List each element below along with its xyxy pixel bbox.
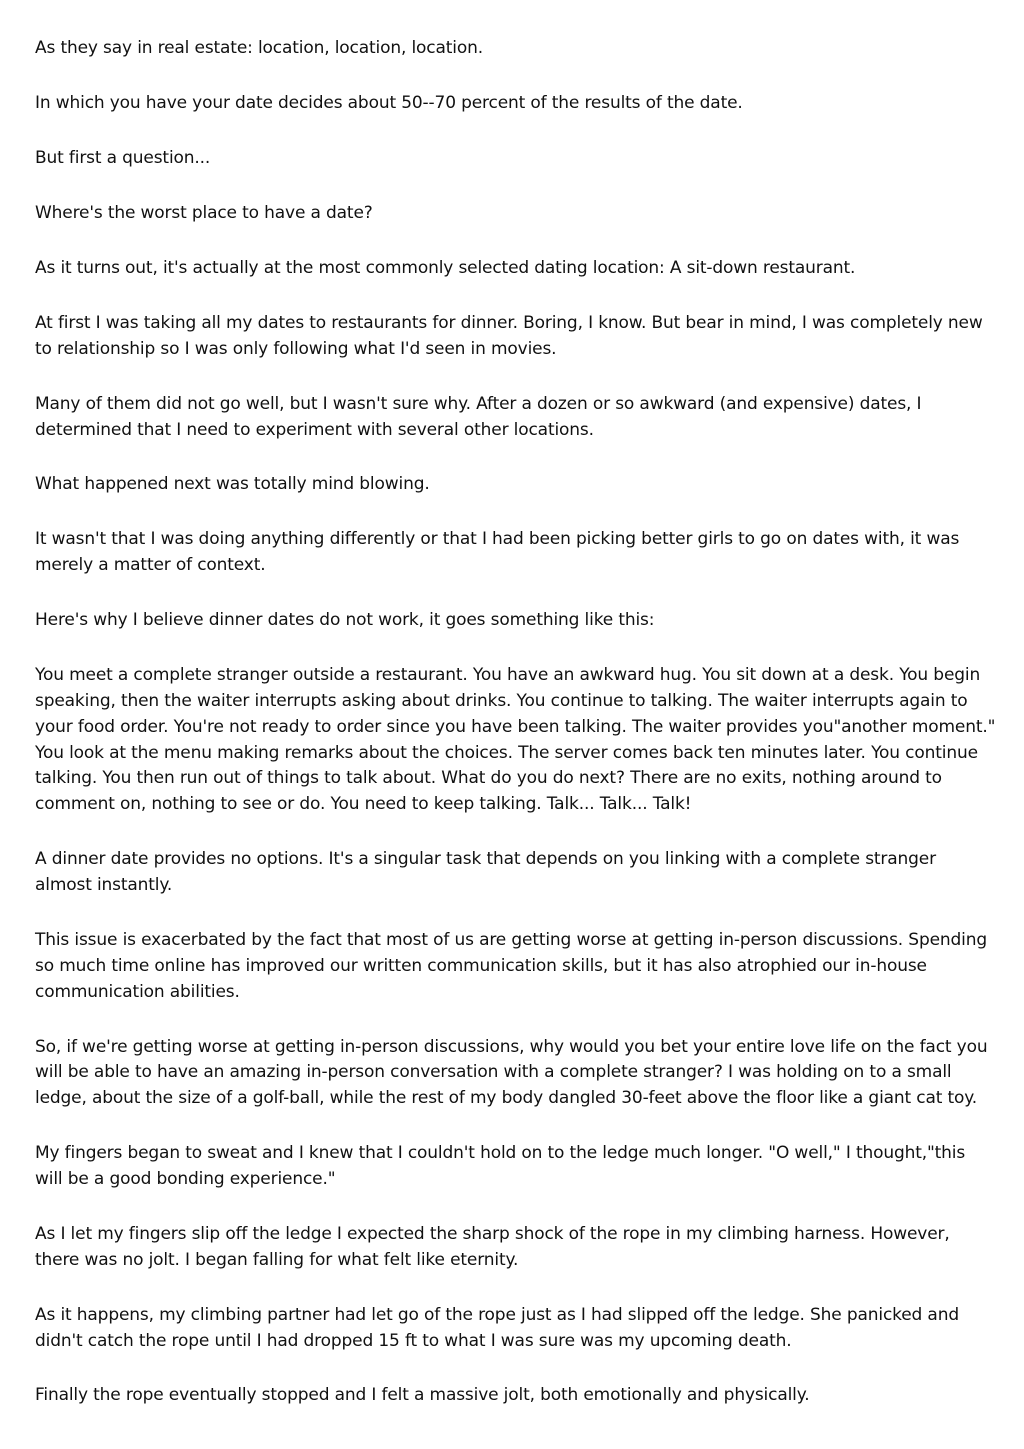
paragraph-dinner-dates: At first I was taking all my dates to restaurants for dinner. Boring, I know. But bear in mind, I was completely new to relationship so I was only following what I'd seen in movies. — [35, 312, 983, 359]
paragraph-fingers-sweat: My fingers began to sweat and I knew that I couldn't hold on to the ledge much longer. "O well," I thought,"this will be a good bonding experience." — [35, 1143, 966, 1189]
paragraph-falling: As I let my fingers slip off the ledge I expected the sharp shock of the rope in my climbing harness. However, there was no jolt. I began falling for what felt like eternity. — [35, 1223, 950, 1270]
paragraph-first-question: But first a question... — [35, 147, 211, 168]
paragraph-location-percent: In which you have your date decides about 50--70 percent of the results of the date. — [35, 92, 743, 113]
paragraph-mind-blowing: What happened next was totally mind blowing. — [35, 474, 430, 495]
paragraph-context: It wasn't that I was doing anything differently or that I had been picking better girls to go on dates with, it was merely a matter of context. — [35, 529, 960, 576]
paragraph-rope-stopped: Finally the rope eventually stopped and I felt a massive jolt, both emotionally and physically. — [35, 1385, 810, 1406]
paragraph-restaurant-answer: As it turns out, it's actually at the most commonly selected dating location: A sit-down restaurant. — [35, 257, 856, 278]
paragraph-climbing-partner: As it happens, my climbing partner had let go of the rope just as I had slipped off the ledge. She panicked and didn't catch the rope until I had dropped 15 ft to what I was sure was my upcoming death. — [35, 1304, 959, 1351]
paragraph-location-intro: As they say in real estate: location, location, location. — [35, 38, 483, 58]
paragraph-why-not-work: Here's why I believe dinner dates do not work, it goes something like this: — [35, 610, 655, 631]
paragraph-restaurant-scenario: You meet a complete stranger outside a restaurant. You have an awkward hug. You sit down at a desk. You begin speaking, then the waiter interrupts asking about drinks. You continue to talking. The waiter interrupts again to your food order. You're not ready to order since you have been talking. The waiter provides you"another moment." You look at the menu making remarks about the choices. The server comes back ten minutes later. You continue talking. You then run out of things to talk about. What do you do next? There are no exits, nothing around to comment on, nothing to see or do. You need to keep talking. Talk... Talk... Talk! — [35, 665, 996, 815]
paragraph-experiment: Many of them did not go well, but I wasn't sure why. After a dozen or so awkward (and expensive) dates, I determined that I need to experiment with several other locations. — [35, 393, 922, 440]
paragraph-no-options: A dinner date provides no options. It's a singular task that depends on you linking with a complete stranger almost instantly. — [35, 849, 936, 895]
paragraph-communication-skills: This issue is exacerbated by the fact that most of us are getting worse at getting in-person discussions. Spending so much time online has improved our written communication skills, but it has also atrophied our in-house communication abilities. — [35, 929, 987, 1002]
paragraph-ledge: So, if we're getting worse at getting in-person discussions, why would you bet your entire love life on the fact you will be able to have an amazing in-person conversation with a complete stranger? I was holding on to a small ledge, about the size of a golf-ball, while the rest of my body dangled 30-feet above the floor like a giant cat toy. — [35, 1036, 988, 1109]
paragraph-worst-place: Where's the worst place to have a date? — [35, 202, 373, 223]
